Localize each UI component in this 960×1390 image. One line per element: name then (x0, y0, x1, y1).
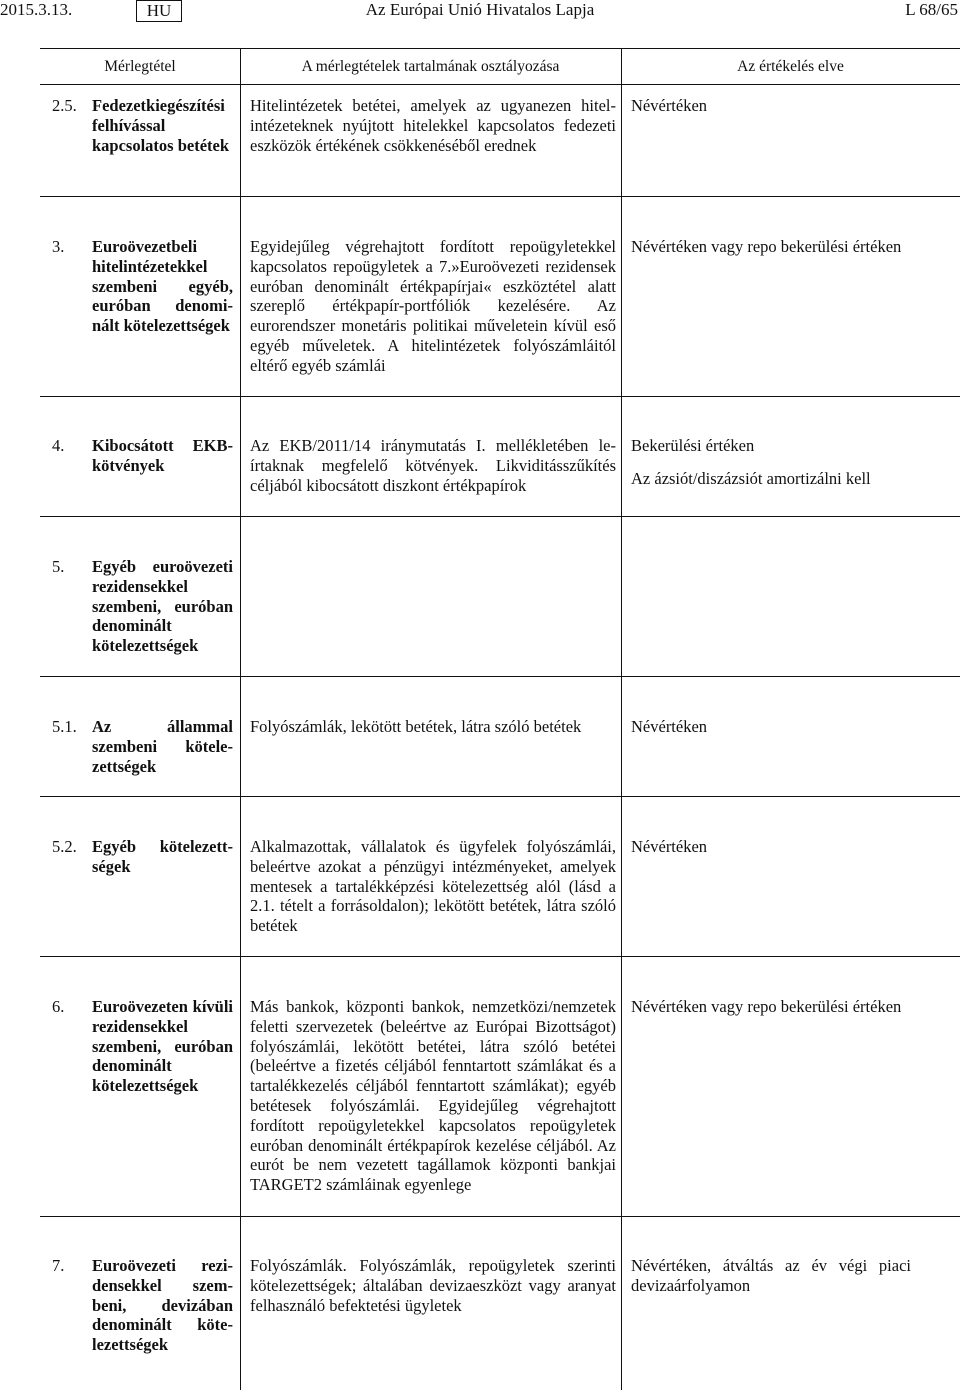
row-separator (40, 196, 960, 197)
valuation-text: Névértéken vagy repo bekerülési értéken (631, 997, 902, 1016)
row-valuation (631, 717, 911, 737)
row-number: 6. (52, 997, 65, 1016)
row-valuation (631, 1256, 911, 1296)
column-divider (621, 48, 622, 1390)
valuation-text: Névértéken (631, 96, 708, 115)
valuation-text: Névértéken vagy repo bekerülési értéken (631, 237, 902, 256)
language-badge: HU (136, 0, 182, 22)
row-number: 5.2. (52, 837, 77, 856)
row-separator (40, 956, 960, 957)
row-description: Más bankok, központi bankok, nemzetközi/nemzetek feletti szervezetek (beleértve az Európai Bizottságot) folyószámlái, lekötött betétei, látra szóló betétei (beleértve a fizetés céljából fenntartott számlákat és a tartalékkezelés céljából fenntartott számlákat); egyéb betétesek folyószámlái. Egyidejűleg végrehajtott fordított repoügyletekkel kapcsolatos repoügyletek euróban denominált értékpapírok kezelése céljából. Az eurót be nem vezetett tagállamok központi bankjai TARGET2 számláinak egyenlege (250, 997, 616, 1195)
row-item-name: Fedezetkiegészítési felhívással kapcsolatos betétek (92, 96, 230, 155)
row-number: 5. (52, 557, 65, 576)
row-item-name: Euroövezeten kívüli rezidensekkel szembeni, euróban denominált kötelezettségek (92, 997, 233, 1096)
row-valuation (631, 997, 911, 1017)
row-item-name: Euroövezeti rezidensekkel szembeni, devizában denominált kötelezettségek (92, 1256, 233, 1355)
row-separator (40, 676, 960, 677)
row-number: 2.5. (52, 96, 77, 115)
row-number: 5.1. (52, 717, 77, 736)
valuation-text: Névértéken, átváltás az év végi piaci devizaárfolyamon (631, 1256, 911, 1295)
row-item-name: Egyéb euroövezeti rezidensekkel szembeni, euróban denominált kötelezettségek (92, 557, 233, 656)
row-item-name: Kibocsátott EKB-kötvények (92, 436, 233, 475)
row-item-name: Euroövezetbeli hitelintézetekkel szembeni egyéb, euróban denominált kötelezettségek (92, 237, 233, 336)
column-header-item: Mérlegtétel (104, 58, 176, 75)
column-divider (240, 48, 241, 1390)
row-separator (40, 516, 960, 517)
row-valuation (631, 96, 911, 116)
row-description: Hitelintézetek betétei, amelyek az ugyanezen hitelintézeteknek nyújtott hitelekkel kapcsolatos fedezeti eszközök értékének csökkenéséből erednek (250, 96, 616, 155)
column-header-classification: A mérlegtételek tartalmának osztályozása (301, 58, 560, 75)
row-item-name: Egyéb kötelezettségek (92, 837, 233, 876)
header-bottom-rule (40, 84, 960, 85)
row-item-name: Az állammal szembeni kötelezettségek (92, 717, 233, 776)
row-valuation (631, 436, 911, 489)
row-separator (40, 796, 960, 797)
valuation-text: Névértéken (631, 717, 708, 736)
row-description: Folyószámlák. Folyószámlák, repoügyletek szerinti kötelezettségek; általában devizaeszközt vagy aranyat felhasználó befektetési ügyletek (250, 1256, 616, 1315)
row-description: Az EKB/2011/14 iránymutatás I. mellékletében leírtaknak megfelelő kötvények. Likviditásszűkítés céljából kibocsátott diszkont értékpapírok (250, 436, 616, 495)
row-description: Folyószámlák, lekötött betétek, látra szóló betétek (250, 717, 582, 736)
page-header (0, 0, 960, 28)
row-description: Alkalmazottak, vállalatok és ügyfelek folyószámlái, beleértve azokat a pénzügyi intézményeket, amelyek mentesek a tartalékképzési kötelezettség alól (lásd a 2.1. tételt a forrásoldalon); lekötött betétek, látra szóló betétek (250, 837, 616, 936)
row-valuation (631, 237, 911, 257)
row-valuation (631, 837, 911, 857)
row-number: 4. (52, 436, 65, 455)
table-top-rule (40, 48, 960, 49)
row-description: Egyidejűleg végrehajtott fordított repoügyletekkel kapcsolatos repoügyletek a 7.»Euroövezeti rezidensek euróban denominált értékpapírjai« eszköztétel alatt szereplő értékpapír-portfóliók kezelésére. Az eurorendszer monetáris politikai műveletein kívül eső egyéb műveletek. A hitelintézetek folyószámláitól eltérő egyéb számlái (250, 237, 616, 375)
row-number: 3. (52, 237, 65, 256)
valuation-note: Az ázsiót/diszázsiót amortizálni kell (631, 468, 871, 488)
valuation-text: Bekerülési értéken (631, 436, 755, 455)
column-header-valuation: Az értékelés elve (737, 58, 844, 75)
journal-title: Az Európai Unió Hivatalos Lapja (365, 0, 595, 19)
page-number: L 68/65 (905, 0, 958, 19)
publication-date: 2015.3.13. (0, 0, 73, 19)
row-separator (40, 1216, 960, 1217)
row-number: 7. (52, 1256, 65, 1275)
valuation-text: Névértéken (631, 837, 708, 856)
row-separator (40, 396, 960, 397)
